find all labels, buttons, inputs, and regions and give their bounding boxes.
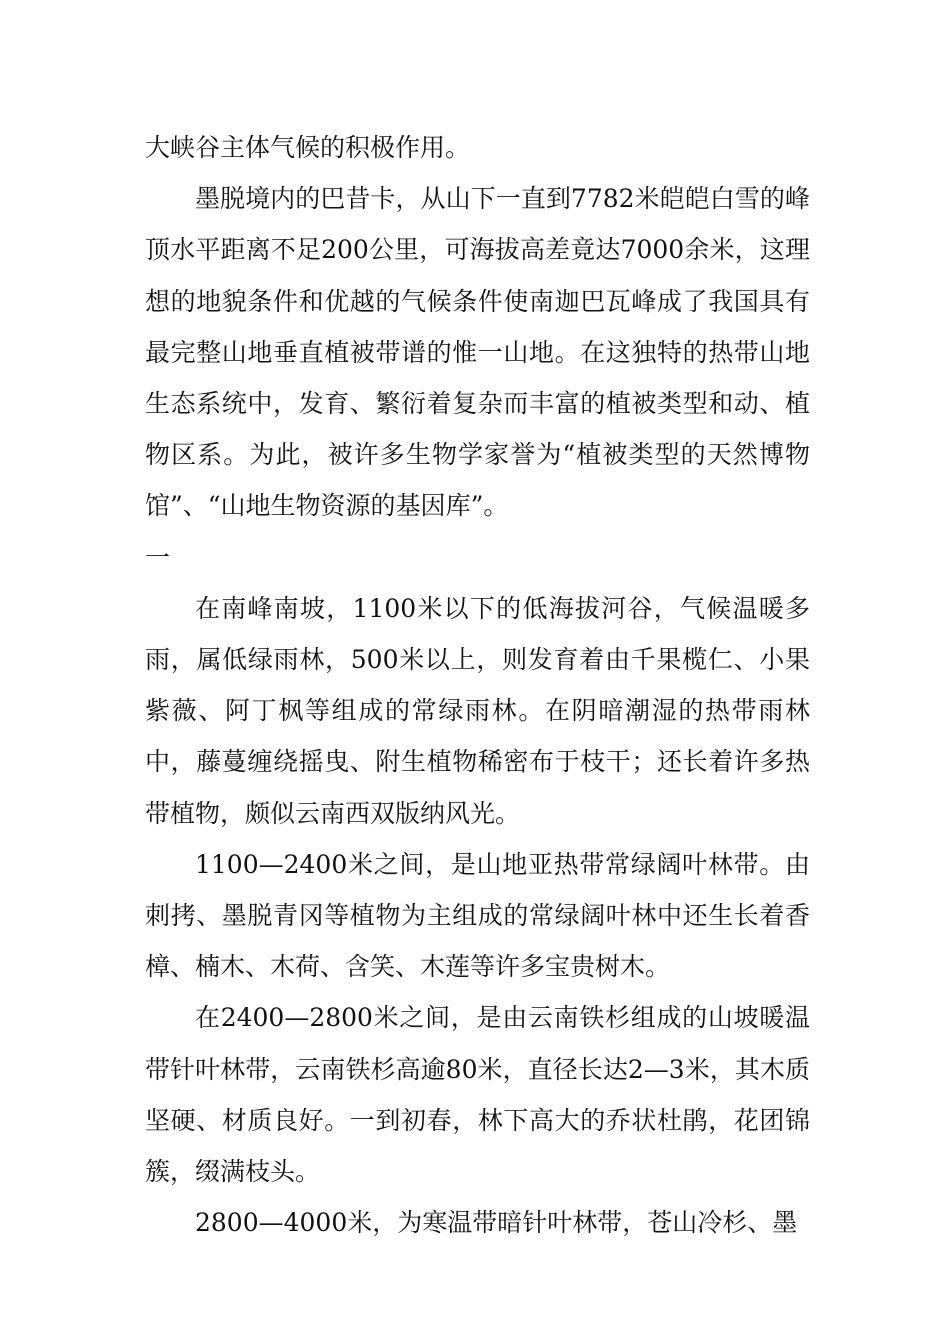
paragraph: 大峡谷主体气候的积极作用。 [145,133,471,162]
paragraph: 在2400—2800米之间，是由云南铁杉组成的山坡暖温带针叶林带，云南铁杉高逾80米，直径长达2—3米，其木质坚硬、材质良好。一到初春，林下高大的乔状杜鹃，花团锦簇，缀满枝头。 [145,1003,810,1187]
document-body [145,122,810,1248]
paragraph: 2800—4000米，为寒温带暗针叶林带，苍山冷杉、墨 [195,1208,798,1238]
paragraph: 在南峰南坡，1100米以下的低海拔河谷，气候温暖多雨，属低绿雨林，500米以上，则发育着由千果榄仁、小果紫薇、阿丁枫等组成的常绿雨林。在阴暗潮湿的热带雨林中，藤蔓缠绕摇曳、附生植物稀密布于枝干；还长着许多热带植物，颇似云南西双版纳风光。 [145,593,810,828]
section-marker: 一 [145,542,171,572]
paragraph: 1100—2400米之间，是山地亚热带常绿阔叶林带。由刺拷、墨脱青冈等植物为主组成的常绿阔叶林中还生长着香樟、楠木、木荷、含笑、木莲等许多宝贵树木。 [145,849,810,982]
paragraph: 墨脱境内的巴昔卡，从山下一直到7782米皑皑白雪的峰顶水平距离不足200公里，可海拔高差竟达7000余米，这理想的地貌条件和优越的气候条件使南迦巴瓦峰成了我国具有最完整山地垂直植被带谱的惟一山地。在这独特的热带山地生态系统中，发育、繁衍着复杂而丰富的植被类型和动、植物区系。为此，被许多生物学家誉为“植被类型的天然博物馆”、“山地生物资源的基因库”。 [145,184,810,521]
